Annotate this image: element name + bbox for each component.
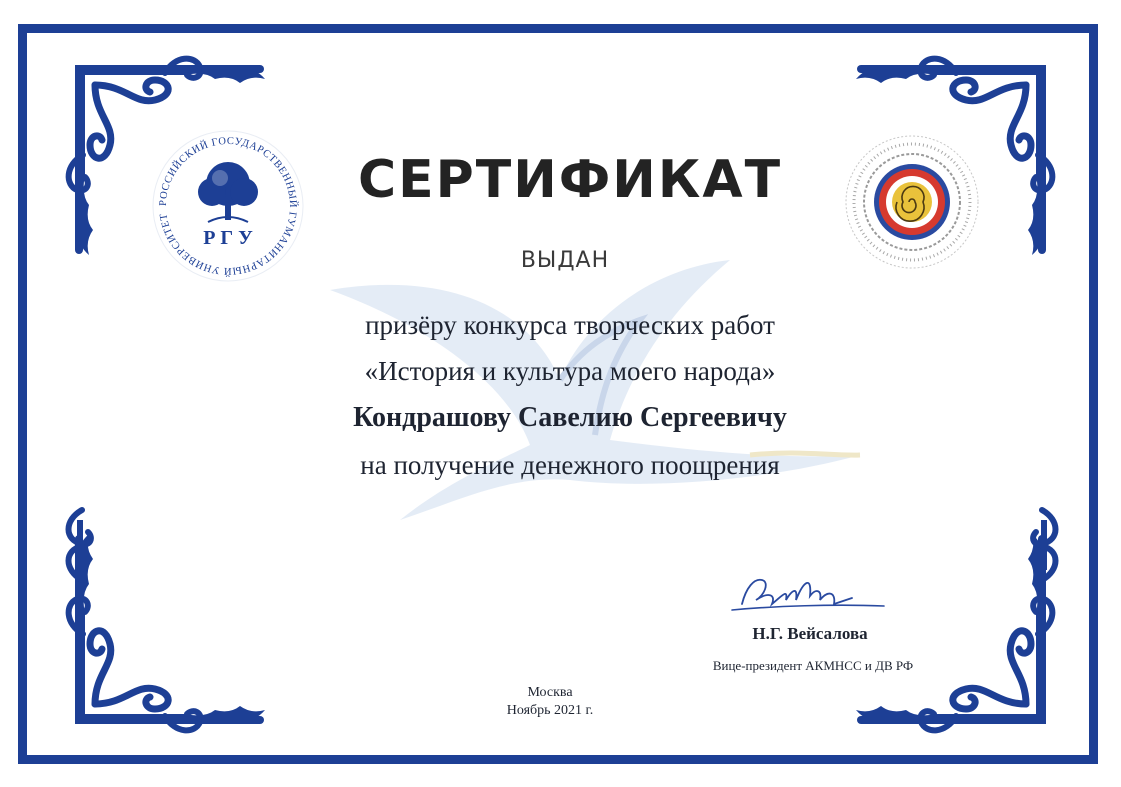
issue-date: Ноябрь 2021 г. (506, 703, 594, 718)
tree-icon (198, 162, 258, 222)
place-date (480, 684, 620, 720)
bird-watermark (310, 250, 870, 540)
svg-text:РОССИЙСКИЙ ГОСУДАРСТВЕННЫЙ ГУМ: РОССИЙСКИЙ ГОСУДАРСТВЕННЫЙ ГУМАНИТАРНЫЙ УНИВЕРСИТЕТ (157, 135, 299, 277)
award-purpose: на получение денежного поощрения (360, 450, 780, 480)
contest-name: «История и культура моего народа» (364, 356, 776, 386)
issued-label: ВЫДАН (520, 248, 610, 273)
university-logo (148, 126, 308, 286)
certificate-title: СЕРТИФИКАТ (357, 150, 783, 210)
recipient-name: Кондрашову Савелию Сергеевичу (353, 402, 787, 433)
signature (724, 570, 894, 620)
signatory-name: Н.Г. Вейсалова (752, 624, 868, 643)
association-emblem (842, 132, 982, 272)
city: Москва (527, 685, 573, 700)
award-line: призёру конкурса творческих работ (365, 310, 775, 340)
svg-text:Р Г У: Р Г У (203, 227, 253, 249)
signatory-role: Вице-президент АКМНСС и ДВ РФ (712, 658, 914, 673)
